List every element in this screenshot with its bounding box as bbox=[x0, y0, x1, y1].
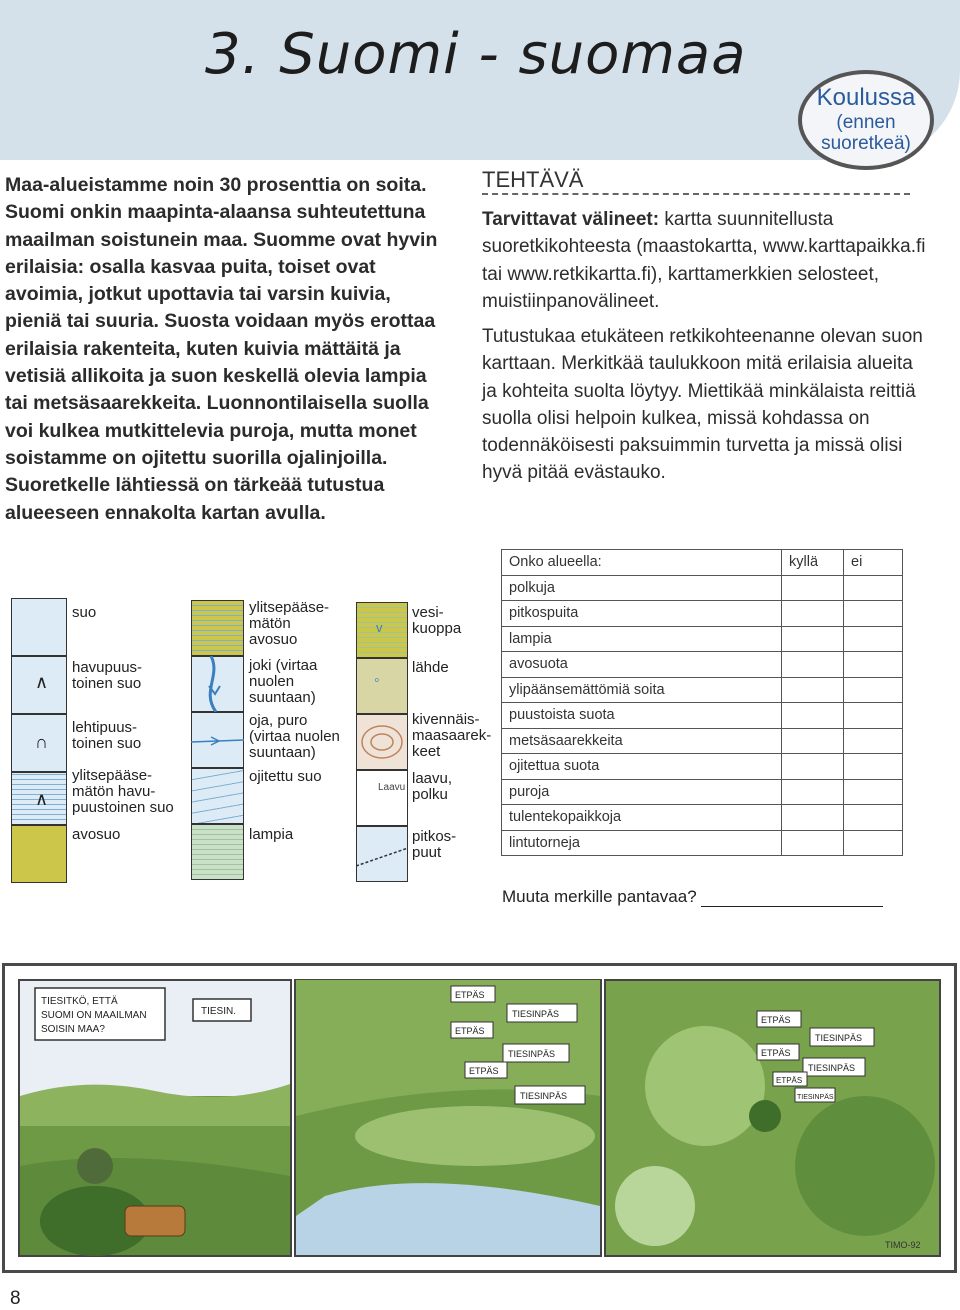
yes-cell[interactable] bbox=[782, 575, 844, 601]
yes-cell[interactable] bbox=[782, 754, 844, 780]
badge-line3: suoretkeä) bbox=[821, 133, 911, 154]
badge-line1: Koulussa bbox=[816, 84, 916, 111]
spring-icon: ◦ bbox=[374, 672, 380, 689]
comic-sign: ETPÄS bbox=[455, 1026, 485, 1036]
comic-sign: ETPÄS bbox=[761, 1015, 791, 1025]
comic-sign: ETPÄS bbox=[776, 1076, 803, 1085]
legend-joki: joki (virtaa nuolen suuntaan) bbox=[249, 657, 318, 706]
table-row bbox=[502, 575, 903, 601]
no-cell[interactable] bbox=[844, 677, 903, 703]
legend-lahde: lähde bbox=[412, 659, 449, 676]
legend-ylitsepaasematon-havu: ylitsepääse- mätön havu- puustoinen suo bbox=[72, 767, 174, 816]
no-cell[interactable] bbox=[844, 754, 903, 780]
swatch-lahde bbox=[356, 658, 408, 714]
tools-label: Tarvittavat välineet: bbox=[482, 209, 660, 230]
row-label: metsäsaarekkeita bbox=[502, 728, 782, 754]
tools-paragraph bbox=[482, 206, 942, 315]
swatch-lampia bbox=[191, 824, 244, 880]
dashed-divider bbox=[482, 193, 910, 195]
table-row bbox=[502, 601, 903, 627]
comic-panel-2 bbox=[295, 980, 601, 1256]
comic-sign: ETPÄS bbox=[455, 990, 485, 1000]
comic-sign: TIESINPÄS bbox=[512, 1009, 560, 1019]
table-header-row bbox=[502, 550, 903, 576]
row-label: ojitettua suota bbox=[502, 754, 782, 780]
task-paragraph: Tutustukaa etukäteen retkikohteenanne olevan suon karttaan. Merkitkää taulukkoon mitä erilaisia alueita ja kohteita suolta löytyy. Miettikää minkälaista reittiä suolla olisi helpoin kulkea, missä kohdassa on todennäköisesti paksuimmin turvetta ja missä olisi hyvä pitää evästauko. bbox=[482, 326, 923, 484]
swatch-ojitettu bbox=[191, 768, 244, 824]
yes-cell[interactable] bbox=[782, 652, 844, 678]
comic-sign: ETPÄS bbox=[761, 1048, 791, 1058]
table-row bbox=[502, 703, 903, 729]
swatch-ylitsepaasematon-avosuo bbox=[191, 600, 244, 656]
no-cell[interactable] bbox=[844, 703, 903, 729]
no-cell[interactable] bbox=[844, 830, 903, 856]
table-row bbox=[502, 779, 903, 805]
row-label: lintutorneja bbox=[502, 830, 782, 856]
legend-vesikuoppa: vesi- kuoppa bbox=[412, 604, 462, 637]
comic-sign: TIESINPÄS bbox=[815, 1033, 863, 1043]
comic-strip bbox=[2, 963, 957, 1273]
no-cell[interactable] bbox=[844, 652, 903, 678]
yes-cell[interactable] bbox=[782, 626, 844, 652]
comic-panel-1 bbox=[19, 980, 291, 1256]
no-cell[interactable] bbox=[844, 575, 903, 601]
yes-cell[interactable] bbox=[782, 728, 844, 754]
comic-sign: TIESINPÄS bbox=[508, 1049, 556, 1059]
ditch-arrow-icon bbox=[191, 712, 244, 768]
comic-bubble1-line3: SOISIN MAA? bbox=[41, 1024, 105, 1035]
table-row bbox=[502, 652, 903, 678]
legend-ylitsepaasematon-avosuo: ylitsepääse- mätön avosuo bbox=[249, 599, 330, 648]
comic-signature: TIMO-92 bbox=[885, 1240, 921, 1250]
comic-bubble1-line1: TIESITKÖ, ETTÄ bbox=[41, 996, 118, 1007]
legend-havupuustoinen: havupuus- toinen suo bbox=[72, 659, 143, 692]
intro-paragraph: Maa-alueistamme noin 30 prosenttia on soita. Suomi onkin maapinta-alaansa suhteutettuna maailman soistunein maa. Suomme ovat hyvin erilaisia: osalla kasvaa puita, toiset ovat avoimia, jotkut upottavia tai varsin kuivia, pieniä tai suuria. Suosta voidaan myös erottaa erilaisia rakenteita, kuten kuivia mättäitä ja vetisiä allikoita ja suon keskellä olevia lampia tai metsäsaarekkeita. Luonnontilaisella suolla voi kulkea mutkittelevia puroja, mutta monet soistamme on ojitettu suorilla ojalinjoilla. Suoretkelle lähtiessä on tärkeää tutustua alueeseen ennakolta kartan avulla. bbox=[5, 174, 438, 524]
comic-sign: TIESINPÄS bbox=[808, 1063, 856, 1073]
yes-cell[interactable] bbox=[782, 779, 844, 805]
legend-laavu: laavu, polku bbox=[412, 770, 453, 803]
yes-cell[interactable] bbox=[782, 805, 844, 831]
comic-sign: ETPÄS bbox=[469, 1066, 499, 1076]
row-label: lampia bbox=[502, 626, 782, 652]
row-label: tulentekopaikkoja bbox=[502, 805, 782, 831]
task-heading: TEHTÄVÄ bbox=[482, 167, 584, 192]
table-row bbox=[502, 728, 903, 754]
badge bbox=[798, 70, 934, 170]
tools-text: kartta suunnitellusta suoretkikohteesta (maastokartta, www.karttapaikka.fi tai www.retkikartta.fi), karttamerkkien selosteet, muistiinpanovälineet. bbox=[482, 209, 926, 312]
legend-lampia: lampia bbox=[249, 826, 294, 843]
comic-bubble1-line2: SUOMI ON MAAILMAN bbox=[41, 1010, 147, 1021]
table-row bbox=[502, 626, 903, 652]
yes-cell[interactable] bbox=[782, 601, 844, 627]
other-notes bbox=[502, 887, 883, 907]
table-row bbox=[502, 754, 903, 780]
legend-suo: suo bbox=[72, 604, 97, 621]
comic-illustration bbox=[5, 966, 954, 1270]
other-prompt: Muuta merkille pantavaa? bbox=[502, 887, 697, 906]
swatch-suo bbox=[11, 598, 67, 656]
answer-line[interactable] bbox=[701, 890, 883, 907]
river-arrow-icon bbox=[191, 656, 244, 712]
comic-panel-3 bbox=[605, 980, 940, 1256]
legend-ojitettu: ojitettu suo bbox=[249, 768, 322, 785]
checklist-table bbox=[501, 549, 903, 856]
page-number: 8 bbox=[10, 1288, 21, 1309]
legend-oja: oja, puro (virtaa nuolen suuntaan) bbox=[249, 712, 340, 761]
no-cell[interactable] bbox=[844, 626, 903, 652]
yes-cell[interactable] bbox=[782, 830, 844, 856]
badge-line2: (ennen bbox=[836, 112, 896, 133]
no-cell[interactable] bbox=[844, 728, 903, 754]
no-cell[interactable] bbox=[844, 805, 903, 831]
duckboard-icon bbox=[356, 826, 408, 882]
yes-cell[interactable] bbox=[782, 703, 844, 729]
yes-cell[interactable] bbox=[782, 677, 844, 703]
conifer-symbol-icon: ∧ bbox=[35, 789, 49, 809]
no-cell[interactable] bbox=[844, 779, 903, 805]
comic-bubble2: TIESIN. bbox=[201, 1006, 237, 1017]
deciduous-symbol-icon: ∩ bbox=[35, 732, 48, 752]
table-header-no: ei bbox=[844, 550, 903, 576]
table-row bbox=[502, 830, 903, 856]
row-label: puroja bbox=[502, 779, 782, 805]
conifer-symbol-icon: ∧ bbox=[35, 672, 49, 692]
comic-sign: TIESINPÄS bbox=[520, 1091, 568, 1101]
swatch-avosuo bbox=[11, 825, 67, 883]
table-row bbox=[502, 805, 903, 831]
map-label-laavu: Laavu bbox=[378, 782, 406, 793]
no-cell[interactable] bbox=[844, 601, 903, 627]
legend-lehtipuustoinen: lehtipuus- toinen suo bbox=[72, 719, 142, 752]
table-row bbox=[502, 677, 903, 703]
row-label: ylipäänsemättömiä soita bbox=[502, 677, 782, 703]
row-label: puustoista suota bbox=[502, 703, 782, 729]
legend-pitkospuut: pitkos- puut bbox=[412, 828, 457, 861]
table-header-yes: kyllä bbox=[782, 550, 844, 576]
contour-lines-icon bbox=[356, 714, 408, 770]
legend-avosuo: avosuo bbox=[72, 826, 121, 843]
swatch-laavu bbox=[356, 770, 408, 826]
table-header-label: Onko alueella: bbox=[502, 550, 782, 576]
page-title: 3. Suomi - suomaa bbox=[205, 22, 747, 87]
row-label: pitkospuita bbox=[502, 601, 782, 627]
water-pit-icon: v bbox=[376, 620, 383, 635]
comic-sign: TIESINPÄS bbox=[797, 1094, 834, 1101]
row-label: avosuota bbox=[502, 652, 782, 678]
legend-kivennaismaasaarekkeet: kivennäis- maasaarek- keet bbox=[412, 711, 492, 760]
row-label: polkuja bbox=[502, 575, 782, 601]
